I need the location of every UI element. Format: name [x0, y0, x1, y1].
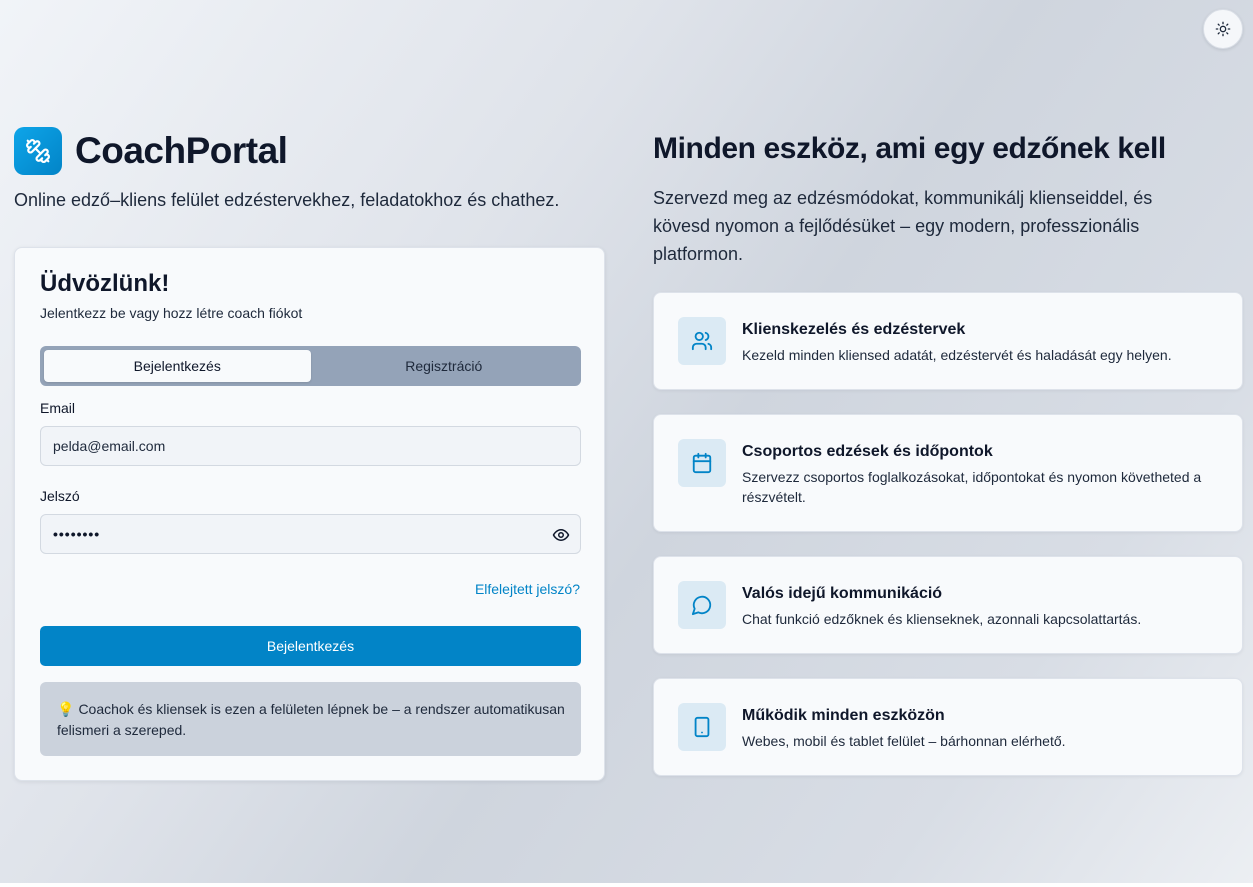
sun-icon: [1215, 21, 1231, 37]
feature-card-clients: [653, 292, 1243, 390]
login-subtitle: Jelentkezz be vagy hozz létre coach fiókot: [40, 305, 303, 321]
feature-card-devices: [653, 678, 1243, 776]
chat-icon: [691, 594, 713, 616]
feature-title: Működik minden eszközön: [742, 707, 945, 724]
dumbbell-icon: [25, 138, 51, 164]
tablet-icon: [691, 716, 713, 738]
email-field[interactable]: [40, 426, 581, 466]
feature-icon-wrap: [678, 581, 726, 629]
email-label: Email: [40, 400, 76, 416]
theme-toggle-button[interactable]: [1203, 9, 1243, 49]
tab-register[interactable]: Regisztráció: [405, 358, 483, 374]
lightbulb-icon: 💡: [57, 701, 75, 717]
feature-description: Kezeld minden kliensed adatát, edzéstervét és haladását egy helyen.: [742, 347, 1172, 363]
feature-icon-wrap: [678, 439, 726, 487]
features-description: Szervezd meg az edzésmódokat, kommunikálj klienseiddel, és kövesd nyomon a fejlődésüket – egy modern, professzionális platformon.: [653, 188, 1153, 264]
brand-logo: [14, 127, 62, 175]
password-field[interactable]: [40, 514, 581, 554]
calendar-icon: [691, 452, 713, 474]
feature-icon-wrap: [678, 703, 726, 751]
forgot-password-link[interactable]: Elfelejtett jelszó?: [474, 581, 580, 597]
feature-title: Csoportos edzések és időpontok: [742, 443, 993, 460]
brand-tagline: Online edző–kliens felület edzéstervekhez, feladatokhoz és chathez.: [14, 190, 560, 210]
info-note: [40, 682, 581, 756]
info-note-text: Coachok és kliensek is ezen a felületen lépnek be – a rendszer automatikusan felismeri a szereped.: [57, 701, 565, 738]
email-value: pelda@email.com: [53, 438, 166, 454]
feature-description: Szervezz csoportos foglalkozásokat, időpontokat és nyomon követheted a részvételt.: [742, 469, 1202, 505]
eye-icon[interactable]: [552, 526, 570, 544]
password-value: ••••••••: [53, 526, 101, 542]
users-icon: [691, 330, 713, 352]
tab-login[interactable]: Bejelentkezés: [44, 350, 311, 382]
login-title: Üdvözlünk!: [40, 270, 170, 297]
feature-title: Valós idejű kommunikáció: [742, 585, 943, 602]
feature-description: Chat funkció edzőknek és klienseknek, azonnali kapcsolattartás.: [742, 611, 1142, 627]
features-title: Minden eszköz, ami egy edzőnek kell: [653, 132, 1166, 165]
feature-card-groups: [653, 414, 1243, 532]
feature-description: Webes, mobil és tablet felület – bárhonnan elérhető.: [742, 733, 1066, 749]
feature-title: Klienskezelés és edzéstervek: [742, 321, 966, 338]
brand: [14, 127, 287, 175]
brand-name: CoachPortal: [75, 130, 288, 171]
feature-icon-wrap: [678, 317, 726, 365]
password-label: Jelszó: [40, 488, 80, 504]
login-button[interactable]: Bejelentkezés: [40, 626, 581, 666]
bottom-edge: [0, 883, 1253, 887]
login-card: [14, 247, 605, 781]
feature-card-chat: [653, 556, 1243, 654]
auth-tabs: [40, 346, 581, 386]
